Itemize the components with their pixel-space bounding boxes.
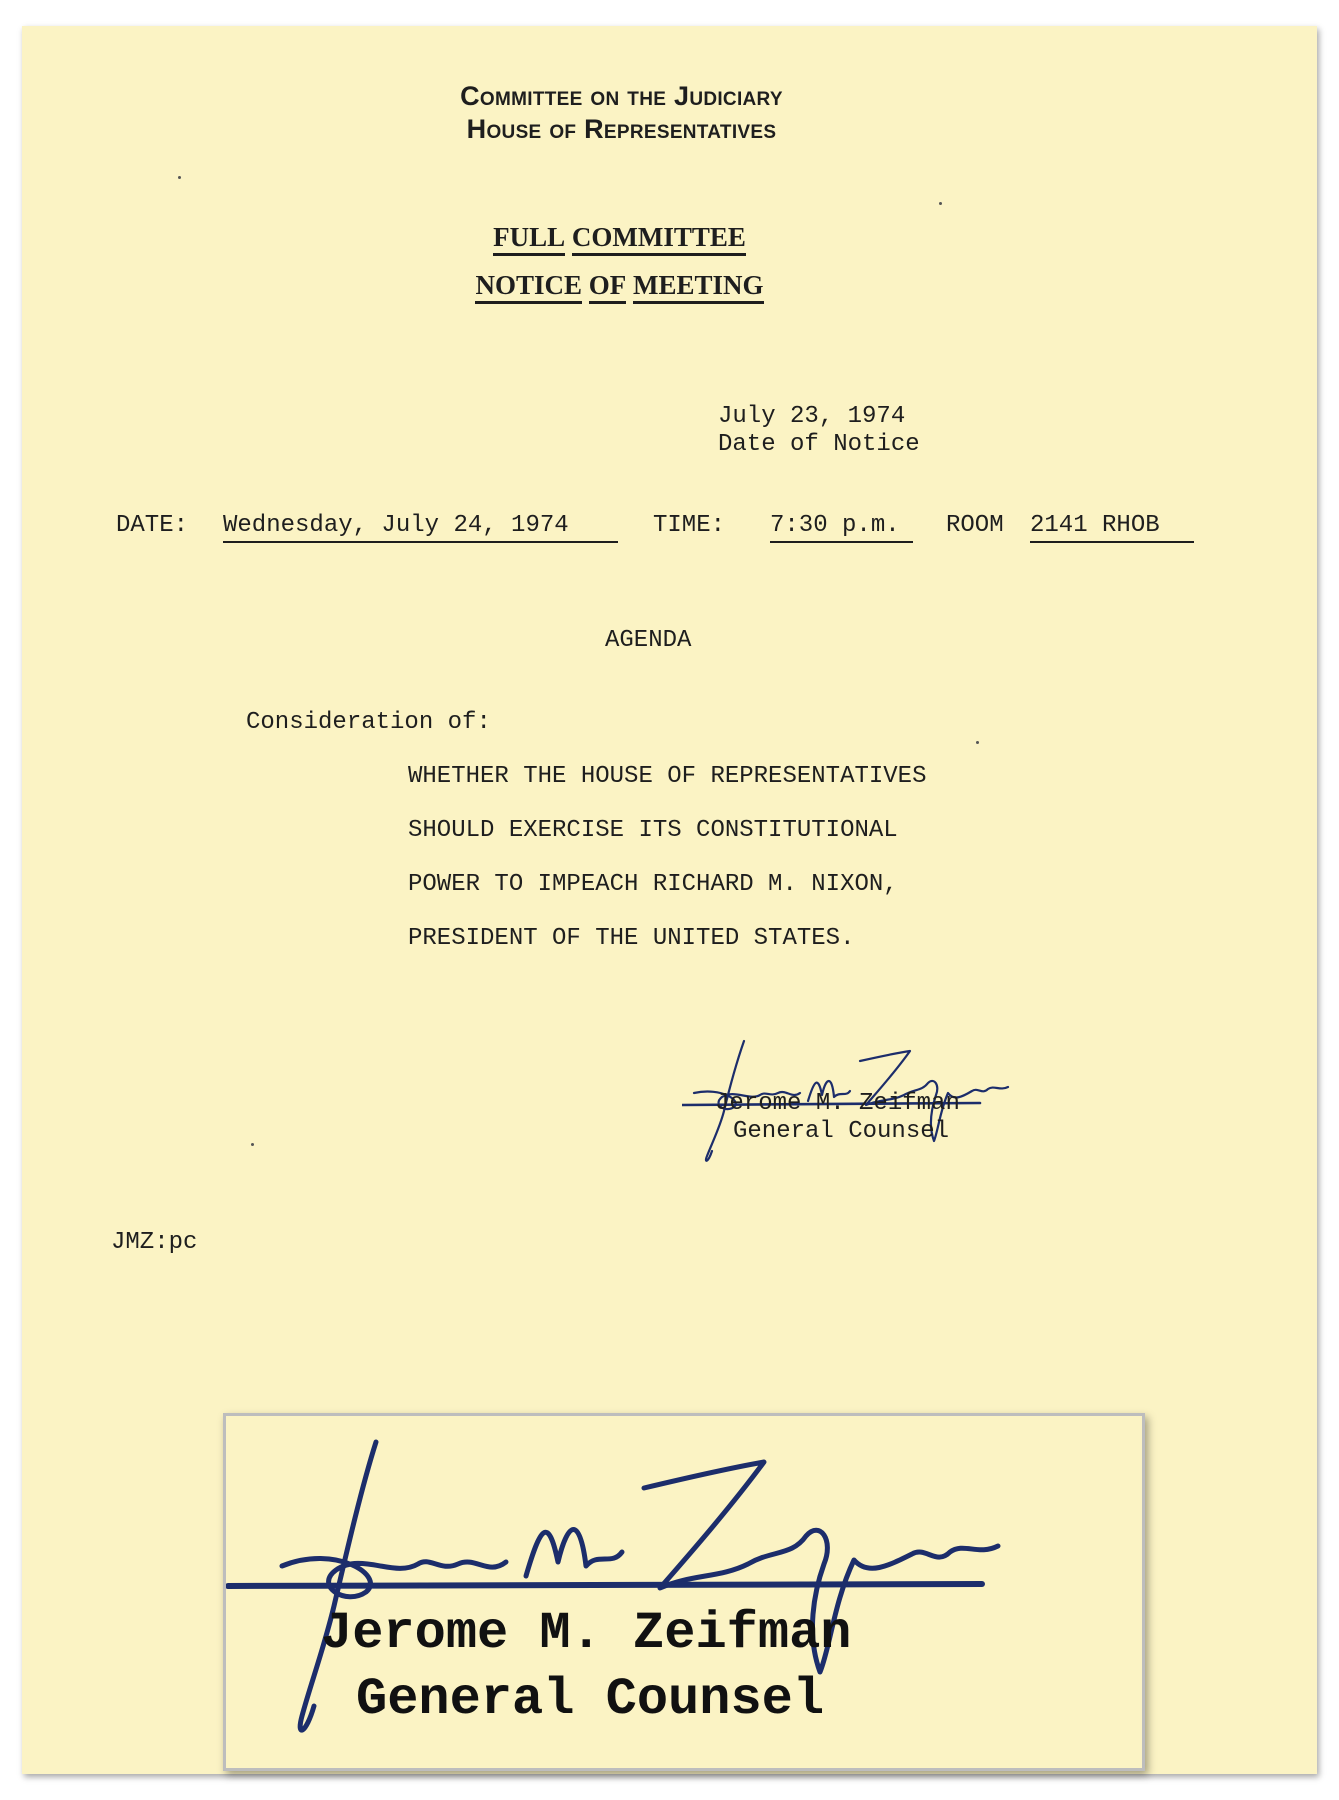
- paper-speck: [251, 1143, 254, 1146]
- meeting-time-value: 7:30 p.m.: [770, 512, 913, 543]
- date-label: DATE:: [116, 512, 189, 539]
- title-word: OF: [589, 270, 627, 304]
- title-word: MEETING: [633, 270, 764, 304]
- time-label: TIME:: [653, 512, 726, 539]
- agenda-intro: Consideration of:: [246, 709, 491, 736]
- title-word: FULL: [493, 222, 565, 256]
- inset-signatory-name: Jerome M. Zeifman: [321, 1604, 852, 1663]
- title-full-committee: [0, 222, 1267, 256]
- signatory-name: Jerome M. Zeifman: [715, 1090, 960, 1117]
- agenda-line: POWER TO IMPEACH RICHARD M. NIXON,: [408, 871, 898, 898]
- signature-inset: [223, 1413, 1145, 1771]
- title-word: NOTICE: [475, 270, 582, 304]
- room-label: ROOM: [946, 512, 1004, 539]
- agenda-line: WHETHER THE HOUSE OF REPRESENTATIVES: [408, 763, 927, 790]
- paper-speck: [976, 741, 979, 744]
- paper-speck: [939, 202, 942, 205]
- committee-name: Committee on the Judiciary: [460, 81, 783, 111]
- agenda-line: PRESIDENT OF THE UNITED STATES.: [408, 925, 855, 952]
- meeting-room-value: 2141 RHOB: [1030, 512, 1194, 543]
- meeting-date-value: Wednesday, July 24, 1974: [223, 512, 618, 543]
- inset-signatory-title: General Counsel: [356, 1670, 825, 1729]
- signatory-title: General Counsel: [733, 1118, 950, 1145]
- reference-initials: JMZ:pc: [111, 1229, 198, 1256]
- house-name: House of Representatives: [466, 114, 777, 144]
- notice-date: July 23, 1974: [718, 403, 906, 430]
- paper-speck: [178, 176, 181, 179]
- notice-date-label: Date of Notice: [718, 431, 920, 458]
- agenda-line: SHOULD EXERCISE ITS CONSTITUTIONAL: [408, 817, 898, 844]
- agenda-heading: AGENDA: [605, 627, 692, 654]
- title-notice-of-meeting: [0, 270, 1267, 304]
- title-word: COMMITTEE: [572, 222, 746, 256]
